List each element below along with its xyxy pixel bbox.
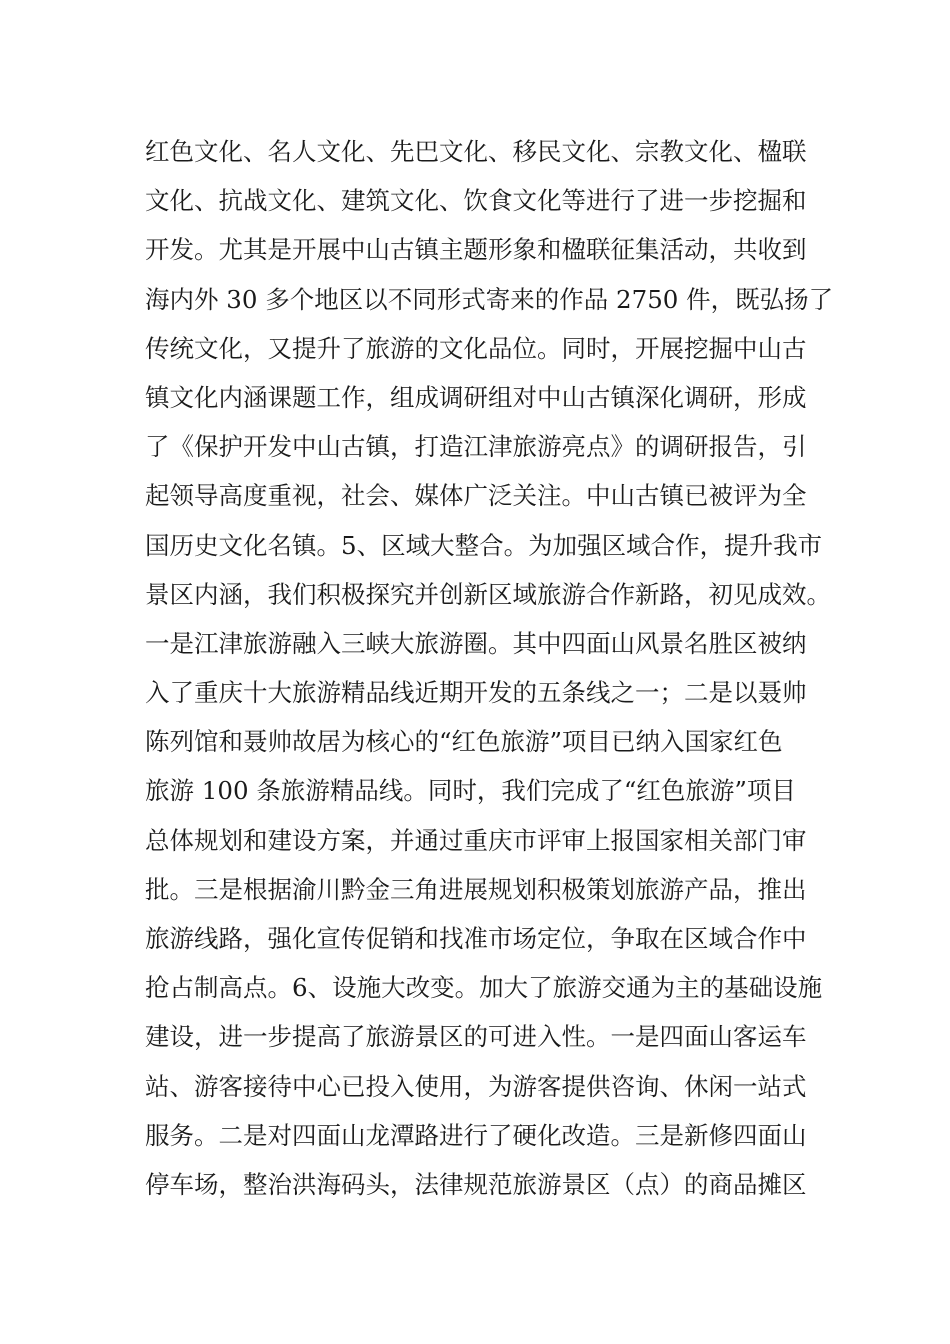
text-line: 镇文化内涵课题工作，组成调研组对中山古镇深化调研，形成 — [145, 382, 807, 412]
text-line: 抢占制高点。6、设施大改变。加大了旅游交通为主的基础设施 — [145, 973, 823, 1003]
text-line: 景区内涵，我们积极探究并创新区域旅游合作新路，初见成效。 — [145, 579, 831, 609]
text-line: 服务。二是对四面山龙潭路进行了硬化改造。三是新修四面山 — [145, 1120, 807, 1150]
text-line: 起领导高度重视，社会、媒体广泛关注。中山古镇已被评为全 — [145, 481, 807, 511]
text-line: 入了重庆十大旅游精品线近期开发的五条线之一；二是以聂帅 — [145, 678, 807, 708]
text-line: 总体规划和建设方案，并通过重庆市评审上报国家相关部门审 — [145, 825, 807, 855]
text-line: 站、游客接待中心已投入使用，为游客提供咨询、休闲一站式 — [145, 1071, 807, 1101]
text-line: 了《保护开发中山古镇，打造江津旅游亮点》的调研报告，引 — [145, 432, 807, 462]
text-line: 批。三是根据渝川黔金三角进展规划积极策划旅游产品，推出 — [145, 874, 807, 904]
text-line: 传统文化，又提升了旅游的文化品位。同时，开展挖掘中山古 — [145, 333, 807, 363]
text-line: 海内外 30 多个地区以不同形式寄来的作品 2750 件，既弘扬了 — [145, 284, 834, 314]
text-line: 陈列馆和聂帅故居为核心的“红色旅游”项目已纳入国家红色 — [145, 727, 783, 757]
text-line: 一是江津旅游融入三峡大旅游圈。其中四面山风景名胜区被纳 — [145, 628, 807, 658]
text-line: 旅游线路，强化宣传促销和找准市场定位，争取在区域合作中 — [145, 924, 807, 953]
text-line: 停车场，整治洪海码头，法律规范旅游景区（点）的商品摊区 — [145, 1169, 807, 1199]
text-line: 红色文化、名人文化、先巴文化、移民文化、宗教文化、楹联 — [145, 137, 807, 166]
text-line: 国历史文化名镇。5、区域大整合。为加强区域合作，提升我市 — [145, 530, 823, 560]
body-text — [145, 127, 834, 1209]
text-line: 开发。尤其是开展中山古镇主题形象和楹联征集活动，共收到 — [145, 235, 807, 265]
text-line: 文化、抗战文化、建筑文化、饮食文化等进行了进一步挖掘和 — [145, 186, 807, 216]
text-line: 建设，进一步提高了旅游景区的可进入性。一是四面山客运车 — [145, 1022, 807, 1052]
text-line: 旅游 100 条旅游精品线。同时，我们完成了“红色旅游”项目 — [145, 776, 796, 806]
